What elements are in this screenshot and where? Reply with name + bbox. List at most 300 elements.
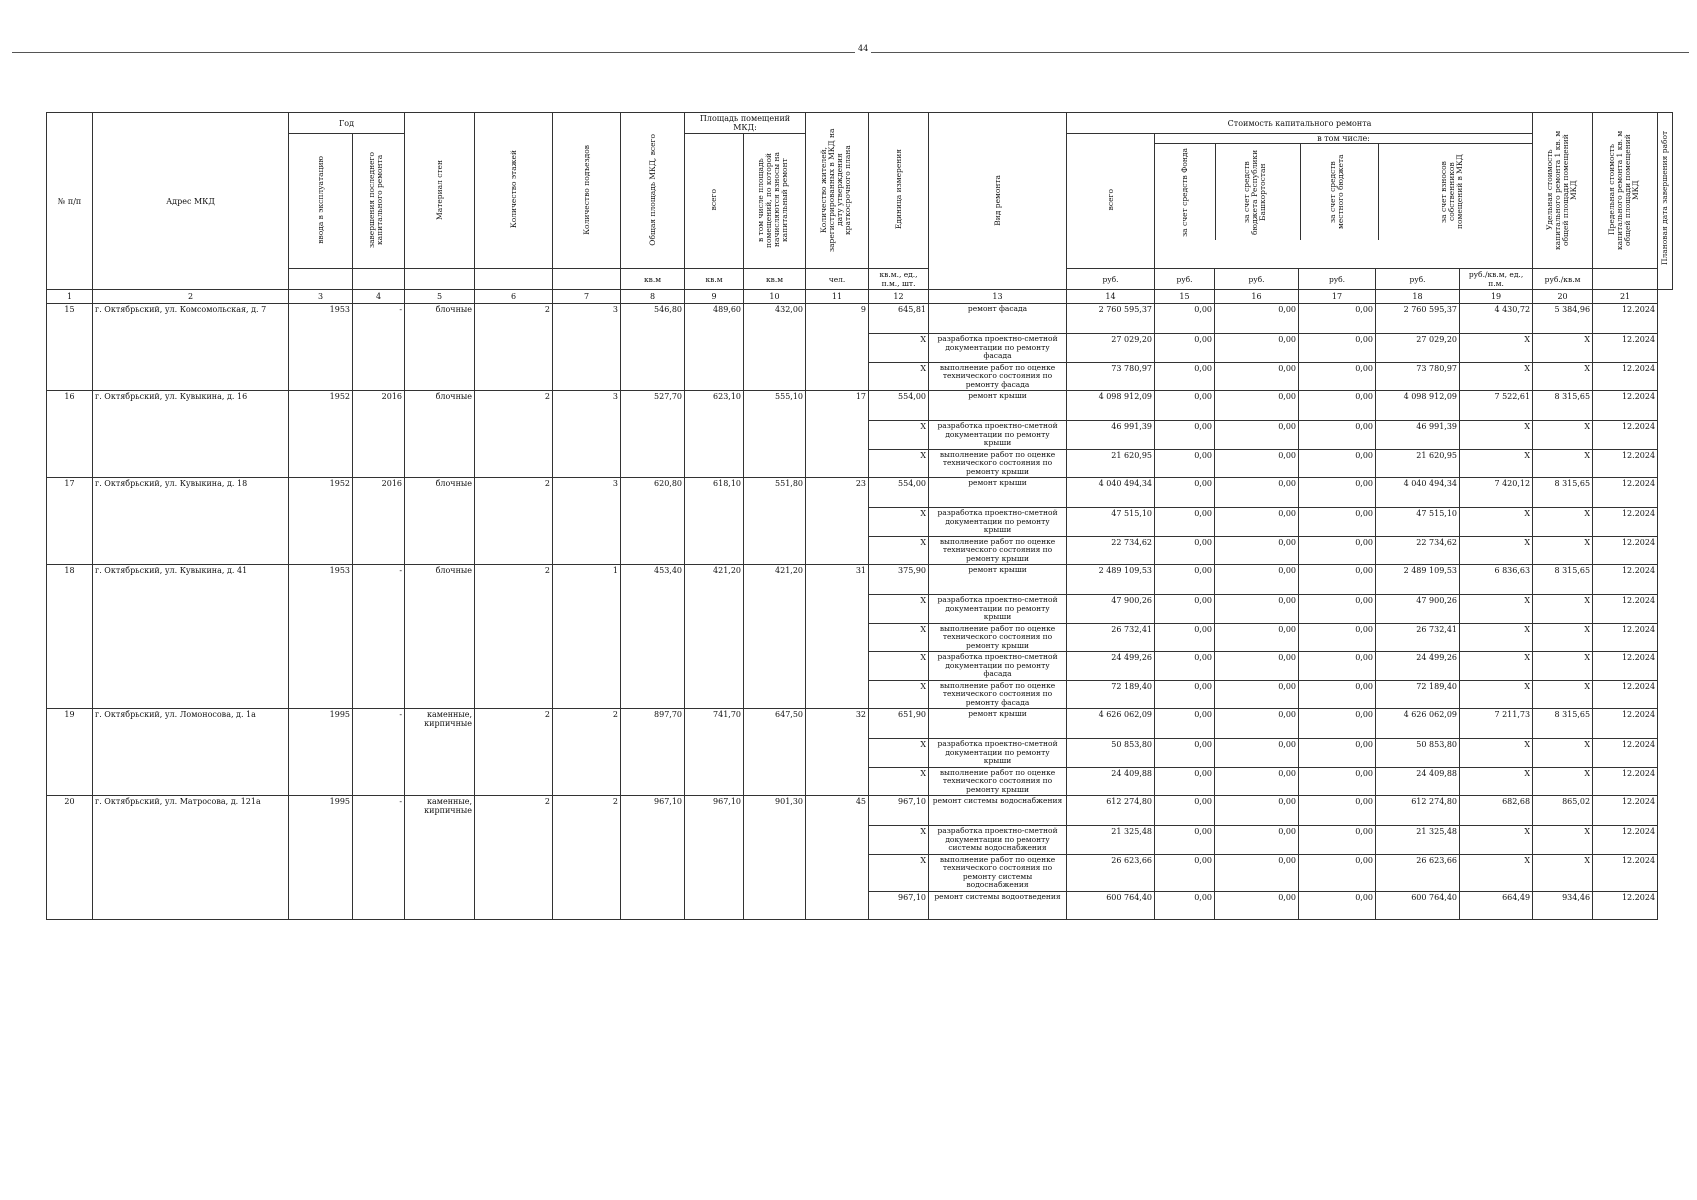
cost-owners-cell: 73 780,97 — [1376, 362, 1460, 391]
floors-cell: 2 — [475, 391, 553, 478]
work-type-cell: ремонт системы водоотведения — [929, 891, 1067, 919]
cost-fund-cell: 0,00 — [1155, 421, 1215, 450]
header-floors: Количество этажей — [475, 113, 553, 269]
column-number: 21 — [1593, 290, 1658, 304]
column-number: 15 — [1155, 290, 1215, 304]
year-last-cell: - — [353, 709, 405, 796]
column-number: 13 — [929, 290, 1067, 304]
quantity-cell: X — [869, 652, 929, 681]
cost-total-cell: 21 325,48 — [1067, 826, 1155, 855]
limit-cost-cell: X — [1533, 652, 1593, 681]
cost-local-cell: 0,00 — [1299, 536, 1376, 565]
header-cost-owners: за счет взносов собственников помещений в МКД — [1438, 154, 1464, 230]
cost-fund-cell: 0,00 — [1155, 652, 1215, 681]
work-type-cell: разработка проектно-сметной документации по ремонту крыши — [929, 421, 1067, 450]
area-owners-cell: 421,20 — [744, 565, 806, 709]
unit-fl — [475, 269, 553, 290]
cost-fund-cell: 0,00 — [1155, 304, 1215, 334]
cost-fund-cell: 0,00 — [1155, 854, 1215, 891]
cost-local-cell: 0,00 — [1299, 304, 1376, 334]
cost-owners-cell: 26 732,41 — [1376, 623, 1460, 652]
deadline-cell: 12.2024 — [1593, 680, 1658, 709]
row-number: 19 — [47, 709, 93, 796]
floors-cell: 2 — [475, 478, 553, 565]
unit-cost-owners: руб. — [1376, 269, 1460, 290]
material-cell: каменные, кирпичные — [405, 796, 475, 920]
cost-owners-cell: 47 900,26 — [1376, 595, 1460, 624]
unit-cost-total: руб. — [1067, 269, 1155, 290]
work-type-cell: выполнение работ по оценке технического состояния по ремонту крыши — [929, 536, 1067, 565]
unit-cost-cell: 7 420,12 — [1460, 478, 1533, 508]
work-type-cell: выполнение работ по оценке технического состояния по ремонту крыши — [929, 623, 1067, 652]
cost-rep-cell: 0,00 — [1215, 680, 1299, 709]
cost-owners-cell: 612 274,80 — [1376, 796, 1460, 826]
cost-total-cell: 612 274,80 — [1067, 796, 1155, 826]
cost-local-cell: 0,00 — [1299, 334, 1376, 363]
deadline-cell: 12.2024 — [1593, 595, 1658, 624]
quantity-cell: 645,81 — [869, 304, 929, 334]
header-cost-local: за счет средств местного бюджета — [1301, 144, 1379, 240]
area-owners-cell: 551,80 — [744, 478, 806, 565]
column-number: 20 — [1533, 290, 1593, 304]
header-work: Вид ремонта — [929, 113, 1067, 290]
area-all-cell: 618,10 — [685, 478, 744, 565]
header-year-built: ввода в эксплуатацию — [289, 134, 353, 269]
unit-area-all: кв.м — [685, 269, 744, 290]
unit-cost-local: руб. — [1299, 269, 1376, 290]
area-owners-cell: 901,30 — [744, 796, 806, 920]
cost-rep-cell: 0,00 — [1215, 536, 1299, 565]
cost-fund-cell: 0,00 — [1155, 826, 1215, 855]
work-type-cell: разработка проектно-сметной документации по ремонту крыши — [929, 739, 1067, 768]
table-row — [47, 304, 1673, 334]
unit-cost-cell: 664,49 — [1460, 891, 1533, 919]
total-area-cell: 453,40 — [621, 565, 685, 709]
header-cost-rep: за счет средств бюджета Республики Башкортостан — [1216, 144, 1301, 240]
material-cell: блочные — [405, 478, 475, 565]
entrances-cell: 3 — [553, 304, 621, 391]
unit-cost-cell: X — [1460, 767, 1533, 796]
unit-cost-cell: X — [1460, 449, 1533, 478]
header-no: № п/п — [47, 113, 93, 290]
deadline-cell: 12.2024 — [1593, 362, 1658, 391]
table-row — [47, 565, 1673, 595]
deadline-cell: 12.2024 — [1593, 739, 1658, 768]
header-incl: в том числе: — [1155, 134, 1532, 144]
work-type-cell: ремонт фасада — [929, 304, 1067, 334]
material-cell: каменные, кирпичные — [405, 709, 475, 796]
row-number: 15 — [47, 304, 93, 391]
work-type-cell: выполнение работ по оценке технического состояния по ремонту системы водоснабжения — [929, 854, 1067, 891]
header-limit-cost: Предельная стоимость капитального ремонта 1 кв. м общей площади помещений МКД — [1593, 113, 1658, 269]
quantity-cell: 554,00 — [869, 391, 929, 421]
cost-rep-cell: 0,00 — [1215, 362, 1299, 391]
quantity-cell: X — [869, 421, 929, 450]
entrances-cell: 2 — [553, 709, 621, 796]
unit-unit: кв.м., ед., п.м., шт. — [869, 269, 929, 290]
quantity-cell: X — [869, 623, 929, 652]
limit-cost-cell: 5 384,96 — [1533, 304, 1593, 334]
cost-total-cell: 22 734,62 — [1067, 536, 1155, 565]
cost-local-cell: 0,00 — [1299, 796, 1376, 826]
cost-fund-cell: 0,00 — [1155, 449, 1215, 478]
limit-cost-cell: X — [1533, 362, 1593, 391]
quantity-cell: X — [869, 739, 929, 768]
cost-rep-cell: 0,00 — [1215, 854, 1299, 891]
cost-owners-cell: 27 029,20 — [1376, 334, 1460, 363]
header-entrances: Количество подъездов — [553, 113, 621, 269]
limit-cost-cell: 8 315,65 — [1533, 565, 1593, 595]
unit-cost-cell: X — [1460, 536, 1533, 565]
cost-rep-cell: 0,00 — [1215, 891, 1299, 919]
address-cell: г. Октябрьский, ул. Матросова, д. 121а — [93, 796, 289, 920]
work-type-cell: ремонт крыши — [929, 478, 1067, 508]
residents-cell: 31 — [806, 565, 869, 709]
work-type-cell: выполнение работ по оценке технического состояния по ремонту фасада — [929, 680, 1067, 709]
limit-cost-cell: 865,02 — [1533, 796, 1593, 826]
cost-total-cell: 73 780,97 — [1067, 362, 1155, 391]
cost-fund-cell: 0,00 — [1155, 334, 1215, 363]
unit-cost-cell: 7 522,61 — [1460, 391, 1533, 421]
unit-en — [553, 269, 621, 290]
row-number: 18 — [47, 565, 93, 709]
header-material: Материал стен — [405, 113, 475, 269]
row-number: 16 — [47, 391, 93, 478]
deadline-cell: 12.2024 — [1593, 391, 1658, 421]
area-all-cell: 421,20 — [685, 565, 744, 709]
work-type-cell: выполнение работ по оценке технического состояния по ремонту фасада — [929, 362, 1067, 391]
unit-cost-cell: 4 430,72 — [1460, 304, 1533, 334]
cost-fund-cell: 0,00 — [1155, 891, 1215, 919]
floors-cell: 2 — [475, 304, 553, 391]
column-number: 14 — [1067, 290, 1155, 304]
area-owners-cell: 647,50 — [744, 709, 806, 796]
year-built-cell: 1952 — [289, 478, 353, 565]
limit-cost-cell: X — [1533, 826, 1593, 855]
deadline-cell: 12.2024 — [1593, 421, 1658, 450]
unit-y2 — [353, 269, 405, 290]
column-number: 17 — [1299, 290, 1376, 304]
cost-rep-cell: 0,00 — [1215, 391, 1299, 421]
work-type-cell: разработка проектно-сметной документации по ремонту крыши — [929, 595, 1067, 624]
cost-total-cell: 24 499,26 — [1067, 652, 1155, 681]
cost-total-cell: 4 040 494,34 — [1067, 478, 1155, 508]
material-cell: блочные — [405, 391, 475, 478]
deadline-cell: 12.2024 — [1593, 891, 1658, 919]
cost-rep-cell: 0,00 — [1215, 508, 1299, 537]
cost-rep-cell: 0,00 — [1215, 421, 1299, 450]
unit-cost-cell: X — [1460, 739, 1533, 768]
quantity-cell: X — [869, 595, 929, 624]
column-number: 16 — [1215, 290, 1299, 304]
area-owners-cell: 432,00 — [744, 304, 806, 391]
deadline-cell: 12.2024 — [1593, 767, 1658, 796]
cost-local-cell: 0,00 — [1299, 739, 1376, 768]
cost-fund-cell: 0,00 — [1155, 536, 1215, 565]
limit-cost-cell: 8 315,65 — [1533, 391, 1593, 421]
cost-rep-cell: 0,00 — [1215, 595, 1299, 624]
unit-cost-cell: 7 211,73 — [1460, 709, 1533, 739]
header-address: Адрес МКД — [93, 113, 289, 290]
deadline-cell: 12.2024 — [1593, 334, 1658, 363]
quantity-cell: 375,90 — [869, 565, 929, 595]
cost-fund-cell: 0,00 — [1155, 767, 1215, 796]
column-number: 7 — [553, 290, 621, 304]
deadline-cell: 12.2024 — [1593, 709, 1658, 739]
cost-local-cell: 0,00 — [1299, 891, 1376, 919]
row-number: 20 — [47, 796, 93, 920]
header-cost-fund: за счет средств Фонда — [1155, 144, 1216, 240]
top-rule — [12, 52, 1689, 53]
quantity-cell: 967,10 — [869, 891, 929, 919]
cost-rep-cell: 0,00 — [1215, 796, 1299, 826]
work-type-cell: выполнение работ по оценке технического состояния по ремонту крыши — [929, 767, 1067, 796]
limit-cost-cell: X — [1533, 739, 1593, 768]
cost-rep-cell: 0,00 — [1215, 334, 1299, 363]
residents-cell: 9 — [806, 304, 869, 391]
cost-total-cell: 24 409,88 — [1067, 767, 1155, 796]
unit-limit-cost: руб./кв.м — [1533, 269, 1593, 290]
deadline-cell: 12.2024 — [1593, 652, 1658, 681]
cost-total-cell: 21 620,95 — [1067, 449, 1155, 478]
unit-residents: чел. — [806, 269, 869, 290]
limit-cost-cell: 934,46 — [1533, 891, 1593, 919]
cost-owners-cell: 2 760 595,37 — [1376, 304, 1460, 334]
cost-fund-cell: 0,00 — [1155, 709, 1215, 739]
header-unit-cost: Удельная стоимость капитального ремонта 1 кв. м общей площади помещений МКД — [1533, 113, 1593, 269]
limit-cost-cell: X — [1533, 680, 1593, 709]
unit-cost-cell: X — [1460, 623, 1533, 652]
cost-local-cell: 0,00 — [1299, 623, 1376, 652]
header-residents: Количество жителей, зарегистрированных в МКД на дату утверждения краткосрочного плана — [806, 113, 869, 269]
cost-total-cell: 26 732,41 — [1067, 623, 1155, 652]
unit-cost-cell: X — [1460, 334, 1533, 363]
entrances-cell: 2 — [553, 796, 621, 920]
year-built-cell: 1953 — [289, 304, 353, 391]
cost-fund-cell: 0,00 — [1155, 508, 1215, 537]
year-last-cell: 2016 — [353, 391, 405, 478]
header-incl-block — [1155, 134, 1533, 269]
work-type-cell: ремонт крыши — [929, 565, 1067, 595]
cost-total-cell: 26 623,66 — [1067, 854, 1155, 891]
unit-cost-cell: X — [1460, 680, 1533, 709]
limit-cost-cell: X — [1533, 449, 1593, 478]
unit-cost-cell: X — [1460, 652, 1533, 681]
unit-area-owners: кв.м — [744, 269, 806, 290]
unit-cost-rep: руб. — [1215, 269, 1299, 290]
area-all-cell: 741,70 — [685, 709, 744, 796]
deadline-cell: 12.2024 — [1593, 796, 1658, 826]
year-built-cell: 1952 — [289, 391, 353, 478]
cost-local-cell: 0,00 — [1299, 421, 1376, 450]
cost-owners-cell: 26 623,66 — [1376, 854, 1460, 891]
cost-fund-cell: 0,00 — [1155, 391, 1215, 421]
column-number: 2 — [93, 290, 289, 304]
address-cell: г. Октябрьский, ул. Кувыкина, д. 18 — [93, 478, 289, 565]
floors-cell: 2 — [475, 565, 553, 709]
repair-plan-table — [46, 112, 1673, 920]
quantity-cell: X — [869, 508, 929, 537]
cost-local-cell: 0,00 — [1299, 478, 1376, 508]
table-row — [47, 391, 1673, 421]
limit-cost-cell: X — [1533, 421, 1593, 450]
total-area-cell: 897,70 — [621, 709, 685, 796]
quantity-cell: X — [869, 449, 929, 478]
cost-rep-cell: 0,00 — [1215, 304, 1299, 334]
column-number: 19 — [1460, 290, 1533, 304]
entrances-cell: 3 — [553, 391, 621, 478]
area-owners-cell: 555,10 — [744, 391, 806, 478]
cost-owners-cell: 72 189,40 — [1376, 680, 1460, 709]
cost-rep-cell: 0,00 — [1215, 826, 1299, 855]
cost-owners-cell: 24 499,26 — [1376, 652, 1460, 681]
table-body — [47, 304, 1673, 920]
work-type-cell: ремонт системы водоснабжения — [929, 796, 1067, 826]
cost-total-cell: 46 991,39 — [1067, 421, 1155, 450]
cost-fund-cell: 0,00 — [1155, 362, 1215, 391]
header-year-last: завершения последнего капитального ремонта — [353, 134, 405, 269]
deadline-cell: 12.2024 — [1593, 565, 1658, 595]
cost-fund-cell: 0,00 — [1155, 478, 1215, 508]
cost-fund-cell: 0,00 — [1155, 565, 1215, 595]
cost-total-cell: 2 489 109,53 — [1067, 565, 1155, 595]
cost-owners-cell: 600 764,40 — [1376, 891, 1460, 919]
year-last-cell: 2016 — [353, 478, 405, 565]
header-year: Год — [289, 113, 405, 134]
limit-cost-cell: 8 315,65 — [1533, 709, 1593, 739]
column-number: 5 — [405, 290, 475, 304]
cost-owners-cell: 24 409,88 — [1376, 767, 1460, 796]
cost-owners-cell: 50 853,80 — [1376, 739, 1460, 768]
column-number: 3 — [289, 290, 353, 304]
cost-total-cell: 47 515,10 — [1067, 508, 1155, 537]
work-type-cell: ремонт крыши — [929, 709, 1067, 739]
cost-local-cell: 0,00 — [1299, 709, 1376, 739]
year-built-cell: 1953 — [289, 565, 353, 709]
row-number: 17 — [47, 478, 93, 565]
area-all-cell: 967,10 — [685, 796, 744, 920]
unit-cost-cell: X — [1460, 362, 1533, 391]
page-number: 44 — [855, 44, 871, 53]
total-area-cell: 546,80 — [621, 304, 685, 391]
cost-owners-cell: 2 489 109,53 — [1376, 565, 1460, 595]
cost-rep-cell: 0,00 — [1215, 652, 1299, 681]
year-built-cell: 1995 — [289, 709, 353, 796]
unit-cost-cell: 6 836,63 — [1460, 565, 1533, 595]
quantity-cell: X — [869, 854, 929, 891]
entrances-cell: 3 — [553, 478, 621, 565]
unit-cost-cell: X — [1460, 508, 1533, 537]
cost-local-cell: 0,00 — [1299, 652, 1376, 681]
column-number: 1 — [47, 290, 93, 304]
column-number: 10 — [744, 290, 806, 304]
limit-cost-cell: X — [1533, 767, 1593, 796]
quantity-cell: X — [869, 767, 929, 796]
cost-rep-cell: 0,00 — [1215, 565, 1299, 595]
column-number: 18 — [1376, 290, 1460, 304]
table-row — [47, 796, 1673, 826]
limit-cost-cell: X — [1533, 595, 1593, 624]
column-number-row — [47, 290, 1673, 304]
column-number: 8 — [621, 290, 685, 304]
cost-owners-cell: 4 626 062,09 — [1376, 709, 1460, 739]
unit-cost-cell: X — [1460, 595, 1533, 624]
cost-owners-cell: 4 098 912,09 — [1376, 391, 1460, 421]
unit-cost-fund: руб. — [1155, 269, 1215, 290]
cost-local-cell: 0,00 — [1299, 362, 1376, 391]
cost-rep-cell: 0,00 — [1215, 623, 1299, 652]
quantity-cell: X — [869, 536, 929, 565]
cost-local-cell: 0,00 — [1299, 565, 1376, 595]
header-area-owners: в том числе площадь помещений, по которой начисляются взносы на капитальный ремонт — [744, 134, 806, 269]
work-type-cell: разработка проектно-сметной документации по ремонту крыши — [929, 508, 1067, 537]
cost-owners-cell: 21 325,48 — [1376, 826, 1460, 855]
cost-local-cell: 0,00 — [1299, 680, 1376, 709]
quantity-cell: 967,10 — [869, 796, 929, 826]
table-row — [47, 709, 1673, 739]
total-area-cell: 620,80 — [621, 478, 685, 565]
residents-cell: 23 — [806, 478, 869, 565]
floors-cell: 2 — [475, 709, 553, 796]
limit-cost-cell: X — [1533, 536, 1593, 565]
deadline-cell: 12.2024 — [1593, 449, 1658, 478]
address-cell: г. Октябрьский, ул. Кувыкина, д. 16 — [93, 391, 289, 478]
work-type-cell: разработка проектно-сметной документации по ремонту системы водоснабжения — [929, 826, 1067, 855]
header-cost-total: всего — [1067, 134, 1155, 269]
cost-owners-cell: 46 991,39 — [1376, 421, 1460, 450]
area-all-cell: 623,10 — [685, 391, 744, 478]
column-number: 11 — [806, 290, 869, 304]
cost-local-cell: 0,00 — [1299, 595, 1376, 624]
cost-local-cell: 0,00 — [1299, 854, 1376, 891]
cost-rep-cell: 0,00 — [1215, 478, 1299, 508]
unit-unit-cost: руб./кв.м, ед., п.м. — [1460, 269, 1533, 290]
area-all-cell: 489,60 — [685, 304, 744, 391]
header-deadline: Плановая дата завершения работ — [1658, 113, 1673, 290]
work-type-cell: выполнение работ по оценке технического состояния по ремонту крыши — [929, 449, 1067, 478]
residents-cell: 45 — [806, 796, 869, 920]
material-cell: блочные — [405, 565, 475, 709]
unit-total-area: кв.м — [621, 269, 685, 290]
quantity-cell: 651,90 — [869, 709, 929, 739]
unit-cost-cell: X — [1460, 421, 1533, 450]
unit-cost-cell: X — [1460, 826, 1533, 855]
cost-total-cell: 27 029,20 — [1067, 334, 1155, 363]
header-unit: Единица измерения — [869, 113, 929, 269]
cost-owners-cell: 22 734,62 — [1376, 536, 1460, 565]
table-header — [47, 113, 1673, 304]
cost-rep-cell: 0,00 — [1215, 767, 1299, 796]
work-type-cell: ремонт крыши — [929, 391, 1067, 421]
total-area-cell: 527,70 — [621, 391, 685, 478]
quantity-cell: X — [869, 826, 929, 855]
cost-fund-cell: 0,00 — [1155, 739, 1215, 768]
column-number: 12 — [869, 290, 929, 304]
year-built-cell: 1995 — [289, 796, 353, 920]
cost-total-cell: 4 098 912,09 — [1067, 391, 1155, 421]
unit-cost-cell: X — [1460, 854, 1533, 891]
work-type-cell: разработка проектно-сметной документации по ремонту фасада — [929, 334, 1067, 363]
cost-total-cell: 600 764,40 — [1067, 891, 1155, 919]
quantity-cell: X — [869, 680, 929, 709]
unit-y1 — [289, 269, 353, 290]
cost-total-cell: 4 626 062,09 — [1067, 709, 1155, 739]
deadline-cell: 12.2024 — [1593, 826, 1658, 855]
cost-local-cell: 0,00 — [1299, 826, 1376, 855]
cost-rep-cell: 0,00 — [1215, 709, 1299, 739]
work-type-cell: разработка проектно-сметной документации по ремонту фасада — [929, 652, 1067, 681]
deadline-cell: 12.2024 — [1593, 508, 1658, 537]
